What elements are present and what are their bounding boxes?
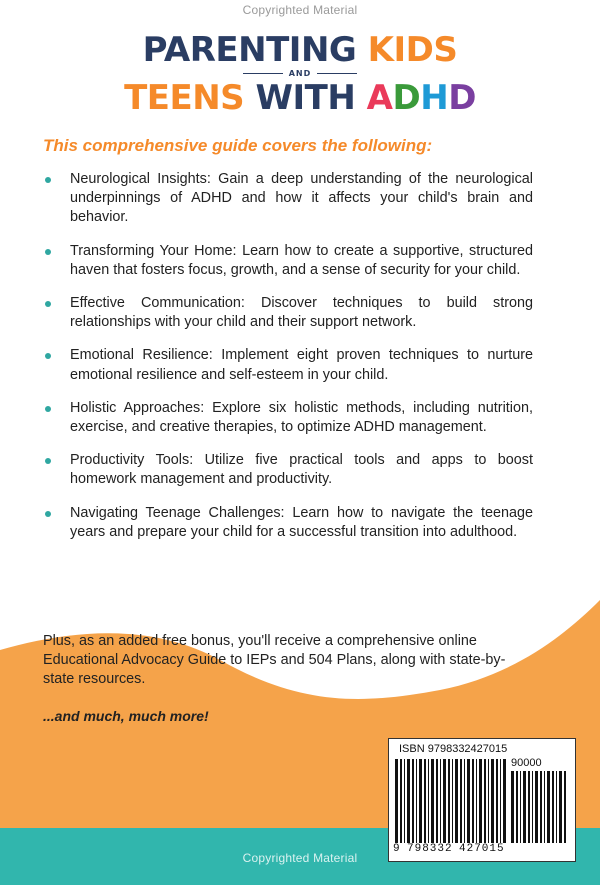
barcode-bar xyxy=(476,759,477,843)
barcode-bar xyxy=(479,759,482,843)
list-item xyxy=(43,242,533,280)
barcode-bar xyxy=(488,759,489,843)
barcode-bar xyxy=(460,759,462,843)
barcode-bar xyxy=(443,759,446,843)
title-letter-d2: D xyxy=(448,78,476,118)
isbn-barcode xyxy=(388,738,576,862)
barcode-bar xyxy=(452,759,453,843)
barcode-bar xyxy=(431,759,434,843)
barcode-bar xyxy=(412,759,414,843)
barcode-bar xyxy=(552,771,554,843)
barcode-bar xyxy=(472,759,474,843)
list-item xyxy=(43,504,533,542)
barcode-bar xyxy=(440,759,441,843)
title-letter-h: H xyxy=(420,78,449,118)
barcode-bar xyxy=(491,759,494,843)
isbn-label: ISBN 9798332427015 xyxy=(399,743,508,755)
bonus-paragraph: Plus, as an added free bonus, you'll receive a comprehensive online Educational Advocacy Guide to IEPs and 504 Plans, along with state-by-state resources. xyxy=(43,633,506,688)
title-line-2 xyxy=(0,78,600,118)
barcode-bar xyxy=(419,759,422,843)
price-code: 90000 xyxy=(511,757,542,769)
barcode-bar xyxy=(559,771,562,843)
list-item-text: Productivity Tools: Utilize five practical tools and apps to boost homework management and productivity. xyxy=(70,452,533,488)
title-word-teens: TEENS xyxy=(124,78,256,118)
barcode-digits-left: 798332 xyxy=(407,843,453,855)
list-item-text: Neurological Insights: Gain a deep understanding of the neurological underpinnings of ADHD and how it affects your child's brain and behavior. xyxy=(70,171,533,226)
bullet-dot xyxy=(45,177,51,183)
title-letter-d1: D xyxy=(392,78,421,118)
barcode-bar xyxy=(564,771,566,843)
barcode-bar xyxy=(556,771,557,843)
barcode-bar xyxy=(407,759,410,843)
barcode-bar xyxy=(404,759,405,843)
closing-line: ...and much, much more! xyxy=(43,708,209,724)
barcode-bar xyxy=(544,771,545,843)
title-letter-a: A xyxy=(366,78,393,118)
barcode-bar xyxy=(400,759,402,843)
list-item xyxy=(43,170,533,228)
barcode-bar xyxy=(416,759,417,843)
barcode-bar xyxy=(467,759,470,843)
barcode-bar xyxy=(535,771,538,843)
barcode-bar xyxy=(436,759,438,843)
barcode-bar xyxy=(455,759,458,843)
barcode-bar xyxy=(511,771,514,843)
barcode-bars xyxy=(395,759,507,843)
barcode-addon-bars xyxy=(511,771,569,843)
list-item-text: Transforming Your Home: Learn how to create a supportive, structured haven that fosters focus, growth, and a sense of security for your child. xyxy=(70,242,533,278)
barcode-digits-right: 427015 xyxy=(459,843,505,855)
barcode-bar xyxy=(547,771,550,843)
title-line-1 xyxy=(0,30,600,70)
list-item xyxy=(43,399,533,437)
barcode-bar xyxy=(395,759,398,843)
watermark-top: Copyrighted Material xyxy=(242,3,358,17)
list-item-text: Holistic Approaches: Explore six holistic methods, including nutrition, exercise, and creative therapies, to optimize ADHD management. xyxy=(70,399,533,436)
barcode-bar xyxy=(503,759,506,843)
barcode-bar xyxy=(428,759,429,843)
list-item-text: Effective Communication: Discover techniques to build strong relationships with your child and their support network. xyxy=(70,295,533,331)
barcode-bar xyxy=(540,771,542,843)
title-connector: AND xyxy=(0,69,600,78)
barcode-bar xyxy=(523,771,526,843)
bullet-dot xyxy=(45,301,51,307)
bullet-dot xyxy=(45,249,51,255)
intro-heading: This comprehensive guide covers the following: xyxy=(43,136,433,155)
title-word-with: WITH xyxy=(255,78,367,118)
barcode-bar xyxy=(448,759,450,843)
bullet-dot xyxy=(45,458,51,464)
watermark-bottom: Copyrighted Material xyxy=(242,851,358,865)
barcode-bar xyxy=(500,759,501,843)
barcode-bar xyxy=(424,759,426,843)
barcode-bar xyxy=(496,759,498,843)
bullet-dot xyxy=(45,511,51,517)
list-item xyxy=(43,451,533,489)
list-item-text: Navigating Teenage Challenges: Learn how to navigate the teenage years and prepare your child for a successful transition into adulthood. xyxy=(70,504,533,540)
bullet-dot xyxy=(45,406,51,412)
barcode-digit-first: 9 xyxy=(393,843,400,855)
barcode-bar xyxy=(484,759,486,843)
feature-list xyxy=(43,170,533,556)
barcode-bar xyxy=(520,771,521,843)
list-item xyxy=(43,346,533,384)
title-word-parenting: PARENTING xyxy=(142,30,368,70)
bullet-dot xyxy=(45,353,51,359)
barcode-bar xyxy=(532,771,533,843)
title-word-kids: KIDS xyxy=(367,30,458,70)
list-item-text: Emotional Resilience: Implement eight proven techniques to nurture emotional resilience and self-esteem in your child. xyxy=(70,347,533,383)
barcode-bar xyxy=(516,771,518,843)
barcode-bar xyxy=(528,771,530,843)
barcode-bar xyxy=(464,759,465,843)
list-item xyxy=(43,294,533,332)
